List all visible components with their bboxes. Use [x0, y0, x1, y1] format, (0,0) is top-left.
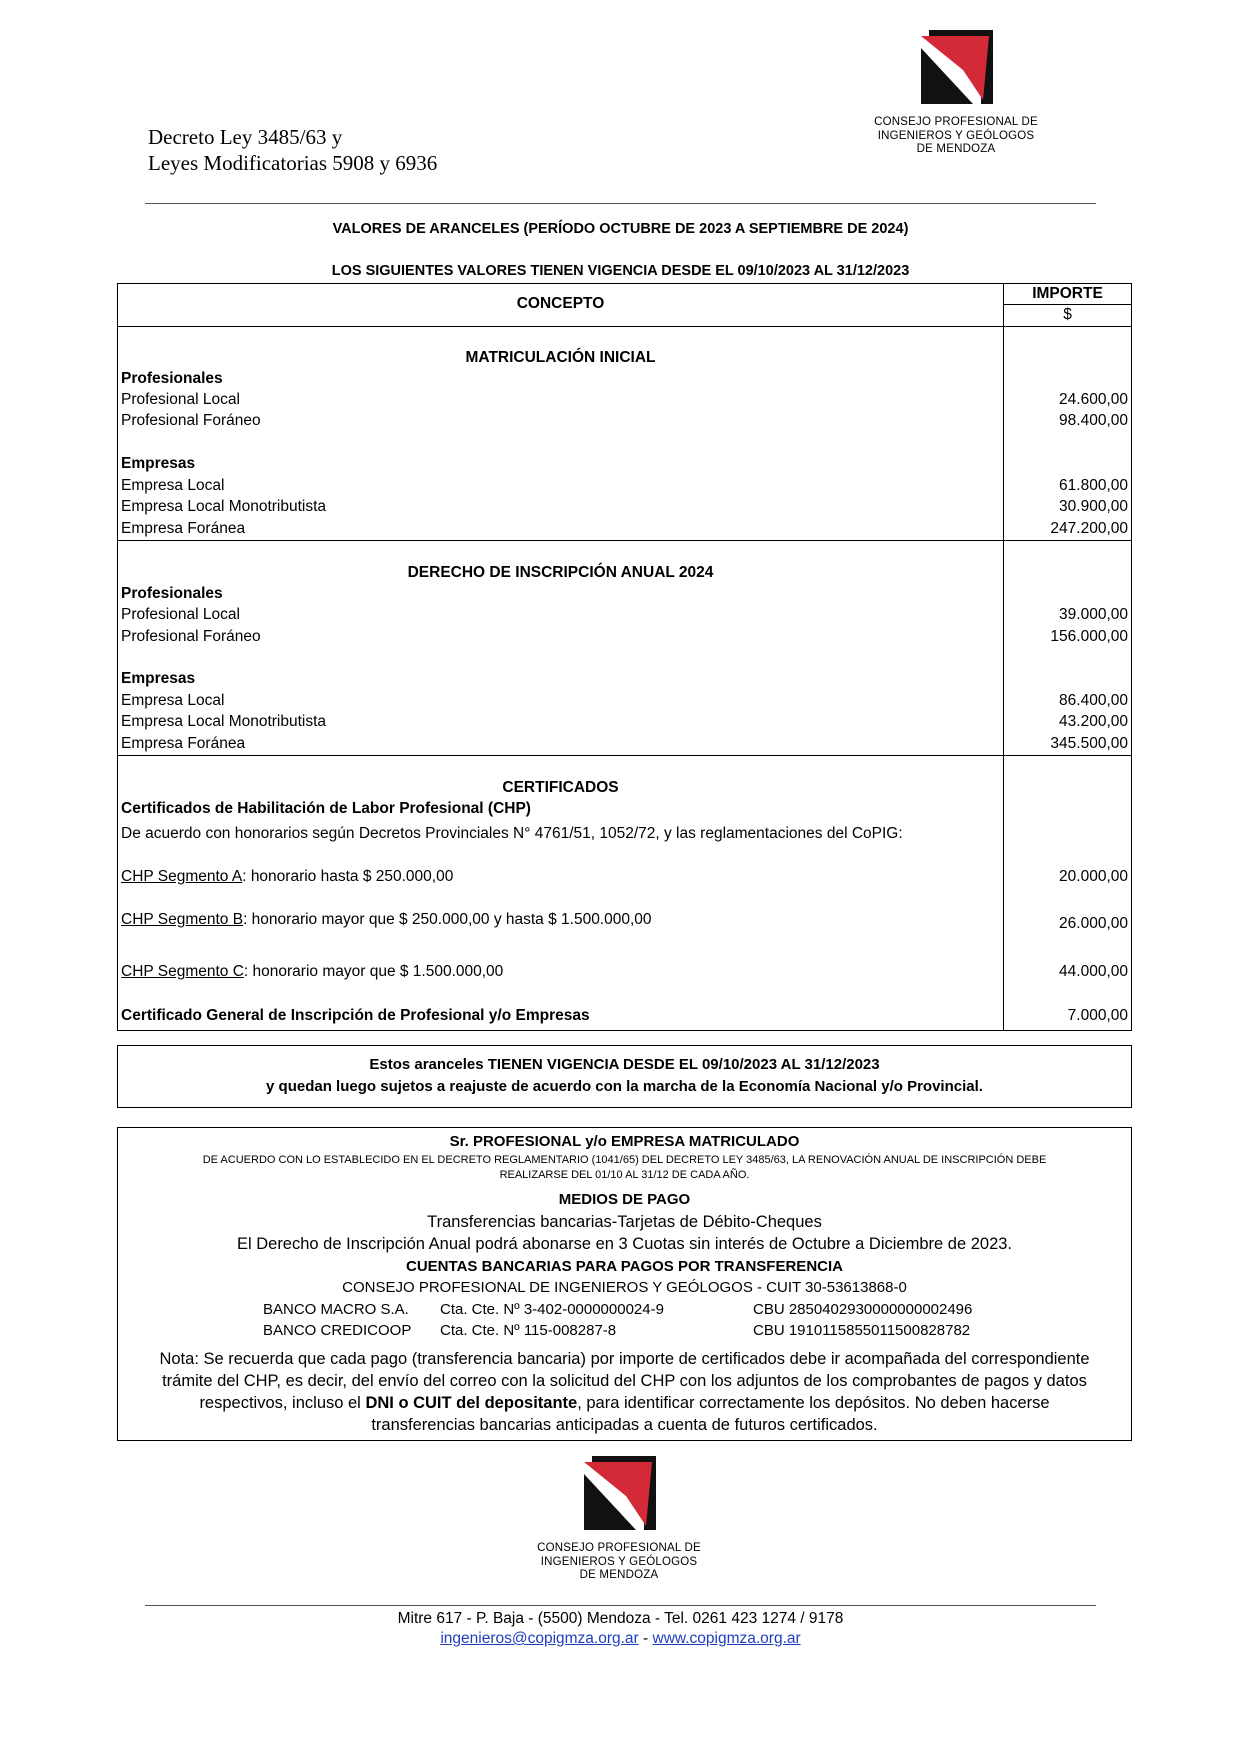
importe-header-divider	[1003, 304, 1131, 305]
row-value: 247.200,00	[1050, 520, 1128, 537]
column-header-currency: $	[1063, 306, 1072, 323]
bottom-logo	[529, 1456, 709, 1583]
section-title-certificados: CERTIFICADOS	[502, 779, 619, 796]
bank-macro-cuenta: Cta. Cte. Nº 3-402-0000000024-9	[440, 1301, 664, 1318]
nota-line-4: transferencias bancarias anticipadas a cuenta de futuros certificados.	[371, 1416, 878, 1434]
header-divider	[145, 203, 1096, 204]
certificado-general-label: Certificado General de Inscripción de Profesional y/o Empresas	[121, 1007, 590, 1024]
cuotas-line: El Derecho de Inscripción Anual podrá abonarse en 3 Cuotas sin interés de Octubre a Diciembre de 2023.	[236, 1235, 1013, 1253]
row-value: 61.800,00	[1059, 477, 1128, 494]
row-value: 345.500,00	[1050, 735, 1128, 752]
section-divider-1	[118, 540, 1131, 541]
bank-macro-name: BANCO MACRO S.A.	[263, 1301, 409, 1318]
top-logo-org-name: CONSEJO PROFESIONAL DE INGENIEROS Y GEÓLOGOS DE MENDOZA	[874, 116, 1038, 155]
medios-de-pago-line: Transferencias bancarias-Tarjetas de Débito-Cheques	[427, 1213, 822, 1231]
chp-segment-b-desc: : honorario mayor que $ 250.000,00 y hasta $ 1.500.000,00	[243, 911, 652, 928]
cuentas-bancarias-title: CUENTAS BANCARIAS PARA PAGOS POR TRANSFERENCIA	[406, 1258, 843, 1275]
header-bottom-divider	[118, 326, 1131, 327]
row-label: Empresa Local	[121, 692, 225, 709]
chp-segment-c-name: CHP Segmento C	[121, 963, 244, 980]
row-value: 86.400,00	[1059, 692, 1128, 709]
bank-credicoop-cuenta: Cta. Cte. Nº 115-008287-8	[440, 1322, 617, 1339]
row-label: Empresa Local Monotributista	[121, 498, 327, 515]
decreto-line-1: Decreto Ley 3485/63 y	[148, 125, 343, 149]
row-label: Profesional Local	[121, 606, 240, 623]
chp-title: Certificados de Habilitación de Labor Profesional (CHP)	[121, 800, 531, 817]
row-value: 156.000,00	[1050, 628, 1128, 645]
chp-segment-a-name: CHP Segmento A	[121, 868, 243, 885]
decreto-line-2: Leyes Modificatorias 5908 y 6936	[148, 151, 438, 175]
row-label: Empresa Local	[121, 477, 225, 494]
bank-macro-cbu: CBU 2850402930000000002496	[753, 1301, 973, 1318]
dni-cuit-emphasis: DNI o CUIT del depositante	[365, 1394, 578, 1412]
bottom-logo-org-name: CONSEJO PROFESIONAL DE INGENIEROS Y GEÓLOGOS DE MENDOZA	[537, 1542, 701, 1581]
row-label: Empresa Foránea	[121, 520, 246, 537]
consejo-cuit-line: CONSEJO PROFESIONAL DE INGENIEROS Y GEÓLOGOS - CUIT 30-53613868-0	[342, 1279, 907, 1296]
copig-logo-icon	[911, 30, 1001, 112]
bank-credicoop-name: BANCO CREDICOOP	[263, 1322, 412, 1339]
row-value: 24.600,00	[1059, 391, 1128, 408]
footer-web-link[interactable]: www.copigmza.org.ar	[652, 1630, 801, 1647]
chp-segment-a-row	[121, 868, 453, 886]
row-label: Profesional Foráneo	[121, 412, 261, 429]
notice-line-1: Estos aranceles TIENEN VIGENCIA DESDE EL 09/10/2023 AL 31/12/2023	[369, 1056, 880, 1073]
payment-info-box	[117, 1127, 1132, 1441]
chp-segment-c-desc: : honorario mayor que $ 1.500.000,00	[243, 963, 504, 980]
medios-de-pago-title: MEDIOS DE PAGO	[558, 1191, 691, 1208]
renewal-notice-line-1: DE ACUERDO CON LO ESTABLECIDO EN EL DECRETO REGLAMENTARIO (1041/65) DEL DECRETO LEY 3485/63, LA RENOVACIÓN ANUAL DE INSCRIPCIÓN DEBE	[202, 1154, 1047, 1166]
chp-segment-b-row	[121, 911, 652, 929]
section-title-matriculacion: MATRICULACIÓN INICIAL	[465, 349, 656, 366]
renewal-notice-line-2: REALIZARSE DEL 01/10 AL 31/12 DE CADA AÑO.	[499, 1169, 750, 1181]
row-label: Profesional Foráneo	[121, 628, 261, 645]
footer-address: Mitre 617 - P. Baja - (5500) Mendoza - Tel. 0261 423 1274 / 9178	[397, 1610, 844, 1627]
footer-links: ingenieros@copigmza.org.ar - www.copigmza.org.ar	[440, 1630, 801, 1647]
notice-line-2: y quedan luego sujetos a reajuste de acuerdo con la marcha de la Economía Nacional y/o Provincial.	[266, 1078, 983, 1095]
row-value: 98.400,00	[1059, 412, 1128, 429]
row-value: 30.900,00	[1059, 498, 1128, 515]
section-divider-2	[118, 755, 1131, 756]
payment-box-title: Sr. PROFESIONAL y/o EMPRESA MATRICULADO	[449, 1133, 800, 1150]
column-header-concepto: CONCEPTO	[516, 295, 605, 312]
main-title: VALORES DE ARANCELES (PERÍODO OCTUBRE DE 2023 A SEPTIEMBRE DE 2024)	[332, 221, 909, 237]
group-label-profesionales: Profesionales	[121, 370, 223, 387]
chp-segment-b-name: CHP Segmento B	[121, 911, 244, 928]
row-label: Empresa Local Monotributista	[121, 713, 327, 730]
nota-line-3: respectivos, incluso el DNI o CUIT del depositante, para identificar correctamente los depósitos. No deben hacerse	[199, 1394, 1050, 1412]
chp-segment-c-value: 44.000,00	[1059, 963, 1128, 980]
table-column-divider	[1003, 284, 1004, 1030]
vigencia-notice-box	[117, 1045, 1132, 1108]
copig-logo-icon	[574, 1456, 664, 1538]
section-title-inscripcion: DERECHO DE INSCRIPCIÓN ANUAL 2024	[407, 564, 714, 581]
row-label: Profesional Local	[121, 391, 240, 408]
aranceles-table	[117, 283, 1132, 1031]
certificado-general-value: 7.000,00	[1067, 1007, 1128, 1024]
chp-segment-b-value: 26.000,00	[1059, 915, 1128, 932]
group-label-empresas: Empresas	[121, 670, 196, 687]
column-header-importe: IMPORTE	[1032, 285, 1103, 302]
footer-divider	[145, 1605, 1096, 1606]
footer-email-link[interactable]: ingenieros@copigmza.org.ar	[440, 1630, 639, 1647]
bank-credicoop-cbu: CBU 1910115855011500828782	[753, 1322, 971, 1339]
footer	[0, 1609, 1241, 1649]
chp-segment-a-desc: : honorario hasta $ 250.000,00	[242, 868, 454, 885]
row-value: 43.200,00	[1059, 713, 1128, 730]
chp-segment-a-value: 20.000,00	[1059, 868, 1128, 885]
row-label: Empresa Foránea	[121, 735, 246, 752]
group-label-empresas: Empresas	[121, 455, 196, 472]
group-label-profesionales: Profesionales	[121, 585, 223, 602]
top-logo	[866, 30, 1046, 157]
chp-segment-c-row	[121, 963, 503, 981]
row-value: 39.000,00	[1059, 606, 1128, 623]
nota-line-1: Nota: Se recuerda que cada pago (transferencia bancaria) por importe de certificados debe ir acompañada del correspondiente	[159, 1350, 1090, 1368]
nota-line-2: trámite del CHP, es decir, del envío del correo con la solicitud del CHP con los adjuntos de los comprobantes de pagos y datos	[162, 1372, 1087, 1390]
vigencia-title: LOS SIGUIENTES VALORES TIENEN VIGENCIA DESDE EL 09/10/2023 AL 31/12/2023	[331, 263, 910, 279]
chp-description: De acuerdo con honorarios según Decretos Provinciales N° 4761/51, 1052/72, y las reglamentaciones del CoPIG:	[121, 825, 903, 842]
decreto-heading	[148, 124, 437, 176]
